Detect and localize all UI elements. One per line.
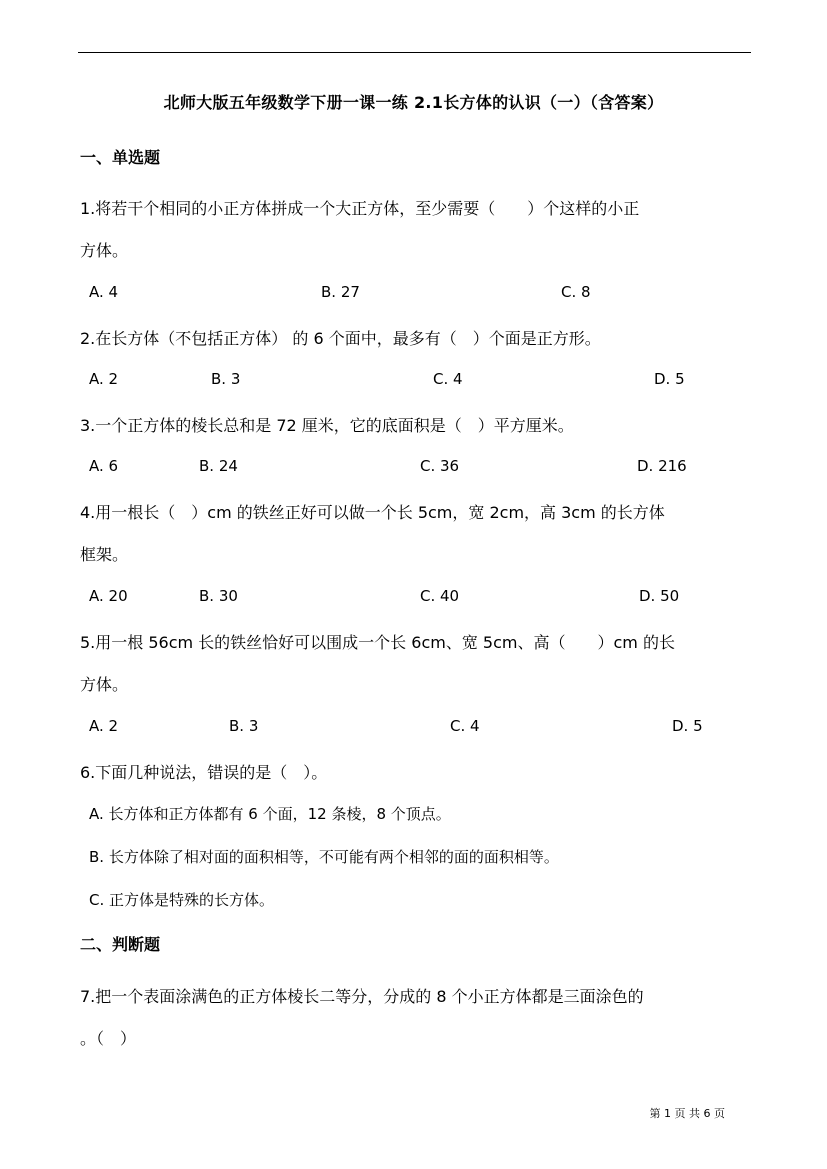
question-4-option-d: D. 50 — [639, 587, 680, 605]
question-4-line-1: 4.用一根长（ ）cm 的铁丝正好可以做一个长 5cm，宽 2cm，高 3cm 的长方体 — [80, 503, 665, 522]
section-heading-single-choice: 一、单选题 — [80, 148, 161, 167]
question-3-line-1: 3.一个正方体的棱长总和是 72 厘米，它的底面积是（ ）平方厘米。 — [80, 416, 574, 435]
question-6-option-c: C. 正方体是特殊的长方体。 — [89, 891, 275, 909]
question-1-line-1: 1.将若干个相同的小正方体拼成一个大正方体，至少需要（ ）个这样的小正 — [80, 199, 640, 218]
question-5-option-a: A. 2 — [89, 717, 119, 735]
question-4-option-c: C. 40 — [420, 587, 460, 605]
question-5-line-1: 5.用一根 56cm 长的铁丝恰好可以围成一个长 6cm、宽 5cm、高（ ）cm 的长 — [80, 633, 675, 652]
question-1-option-c: C. 8 — [561, 283, 591, 301]
question-3-option-a: A. 6 — [89, 457, 119, 475]
question-1-option-b: B. 27 — [321, 283, 360, 301]
question-4-line-2: 框架。 — [80, 545, 129, 564]
question-6-line-1: 6.下面几种说法，错误的是（ ）。 — [80, 763, 328, 782]
question-4-option-a: A. 20 — [89, 587, 128, 605]
question-7-line-1: 7.把一个表面涂满色的正方体棱长二等分，分成的 8 个小正方体都是三面涂色的 — [80, 987, 644, 1006]
header-rule — [78, 52, 751, 53]
question-2-option-b: B. 3 — [211, 370, 241, 388]
question-1-option-a: A. 4 — [89, 283, 119, 301]
question-3-option-d: D. 216 — [637, 457, 687, 475]
question-4-option-b: B. 30 — [199, 587, 238, 605]
question-6-option-b: B. 长方体除了相对面的面积相等，不可能有两个相邻的面的面积相等。 — [89, 848, 559, 866]
question-2-line-1: 2.在长方体（不包括正方体） 的 6 个面中，最多有（ ）个面是正方形。 — [80, 329, 601, 348]
question-5-option-c: C. 4 — [450, 717, 480, 735]
page-footer: 第 1 页 共 6 页 — [649, 1107, 725, 1120]
question-3-option-c: C. 36 — [420, 457, 460, 475]
question-3-option-b: B. 24 — [199, 457, 238, 475]
question-6-option-a: A. 长方体和正方体都有 6 个面，12 条棱，8 个顶点。 — [89, 805, 451, 823]
section-heading-true-false: 二、判断题 — [80, 935, 161, 954]
question-2-option-d: D. 5 — [654, 370, 685, 388]
question-1-line-2: 方体。 — [80, 241, 129, 260]
question-2-option-a: A. 2 — [89, 370, 119, 388]
document-title: 北师大版五年级数学下册一课一练 2.1长方体的认识（一）（含答案） — [163, 93, 664, 112]
question-7-line-2: 。（ ） — [80, 1029, 137, 1048]
question-5-line-2: 方体。 — [80, 675, 129, 694]
question-2-option-c: C. 4 — [433, 370, 463, 388]
question-5-option-d: D. 5 — [672, 717, 703, 735]
question-5-option-b: B. 3 — [229, 717, 259, 735]
